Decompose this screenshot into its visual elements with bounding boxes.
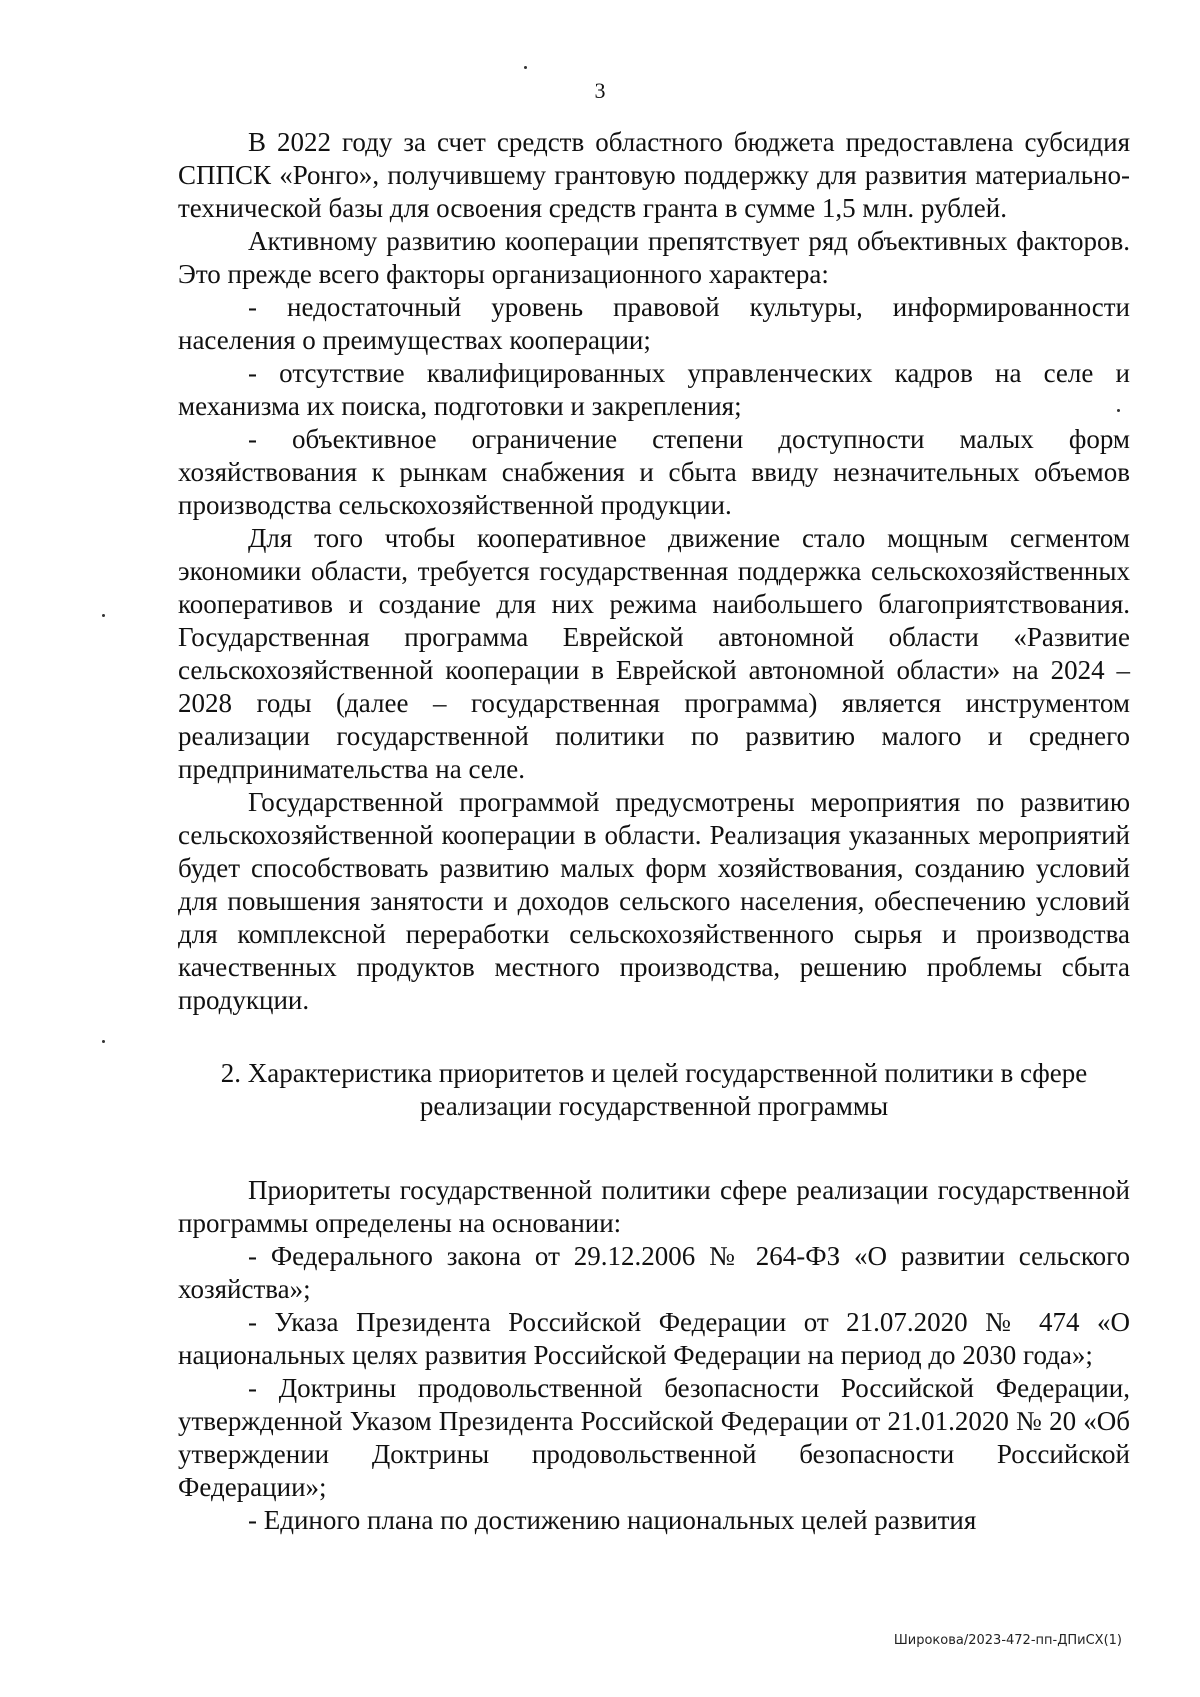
scan-speck <box>1117 409 1120 412</box>
paragraph-obstacles-intro: Активному развитию кооперации препятствует ряд объективных факторов. Это прежде всего факторы организационного характера: <box>178 226 1130 289</box>
list-item-legal-culture: - недостаточный уровень правовой культуры, информированности населения о преимуществах кооперации; <box>178 292 1130 355</box>
section-heading: 2. Характеристика приоритетов и целей государственной политики в сфере реализации государственной программы <box>220 1058 1088 1121</box>
document-footer-code: Широкова/2023-472-пп-ДПиСХ(1) <box>893 1633 1122 1648</box>
scan-speck <box>524 66 527 69</box>
list-item-personnel: - отсутствие квалифицированных управленческих кадров на селе и механизма их поиска, подготовки и закрепления; <box>178 358 1130 421</box>
document-body <box>178 126 1130 1537</box>
scan-speck <box>102 614 105 617</box>
list-item-federal-law: - Федерального закона от 29.12.2006 № 264-ФЗ «О развитии сельского хозяйства»; <box>178 1241 1130 1304</box>
paragraph-priorities-basis: Приоритеты государственной политики сфере реализации государственной программы определены на основании: <box>178 1175 1130 1238</box>
list-item-market-access: - объективное ограничение степени доступности малых форм хозяйствования к рынкам снабжения и сбыта ввиду незначительных объемов производства сельскохозяйственной продукции. <box>178 424 1130 520</box>
list-item-food-security-doctrine: - Доктрины продовольственной безопасности Российской Федерации, утвержденной Указом Президента Российской Федерации от 21.01.2020 № 20 «Об утверждении Доктрины продовольственной безопасности Российской Федерации»; <box>178 1373 1130 1502</box>
paragraph-program-measures: Государственной программой предусмотрены мероприятия по развитию сельскохозяйственной кооперации в области. Реализация указанных мероприятий будет способствовать развитию малых форм хозяйствования, созданию условий для повышения занятости и доходов сельского населения, обеспечению условий для комплексной переработки сельскохозяйственного сырья и производства качественных продуктов местного производства, решению проблемы сбыта продукции. <box>178 787 1130 1015</box>
list-item-presidential-decree: - Указа Президента Российской Федерации от 21.07.2020 № 474 «О национальных целях развития Российской Федерации на период до 2030 года»; <box>178 1307 1130 1370</box>
list-item-unified-plan: - Единого плана по достижению национальных целей развития <box>248 1505 977 1535</box>
page-number: 3 <box>594 78 606 103</box>
paragraph-subsidy: В 2022 году за счет средств областного бюджета предоставлена субсидия СППСК «Ронго», получившему грантовую поддержку для развития материально-технической базы для освоения средств гранта в сумме 1,5 млн. рублей. <box>178 127 1130 223</box>
paragraph-state-program: Для того чтобы кооперативное движение стало мощным сегментом экономики области, требуется государственная поддержка сельскохозяйственных кооперативов и создание для них режима наибольшего благоприятствования. Государственная программа Еврейской автономной области «Развитие сельскохозяйственной кооперации в Еврейской автономной области» на 2024 – 2028 годы (далее – государственная программа) является инструментом реализации государственной политики по развитию малого и среднего предпринимательства на селе. <box>178 523 1130 784</box>
scan-speck <box>102 1040 105 1043</box>
